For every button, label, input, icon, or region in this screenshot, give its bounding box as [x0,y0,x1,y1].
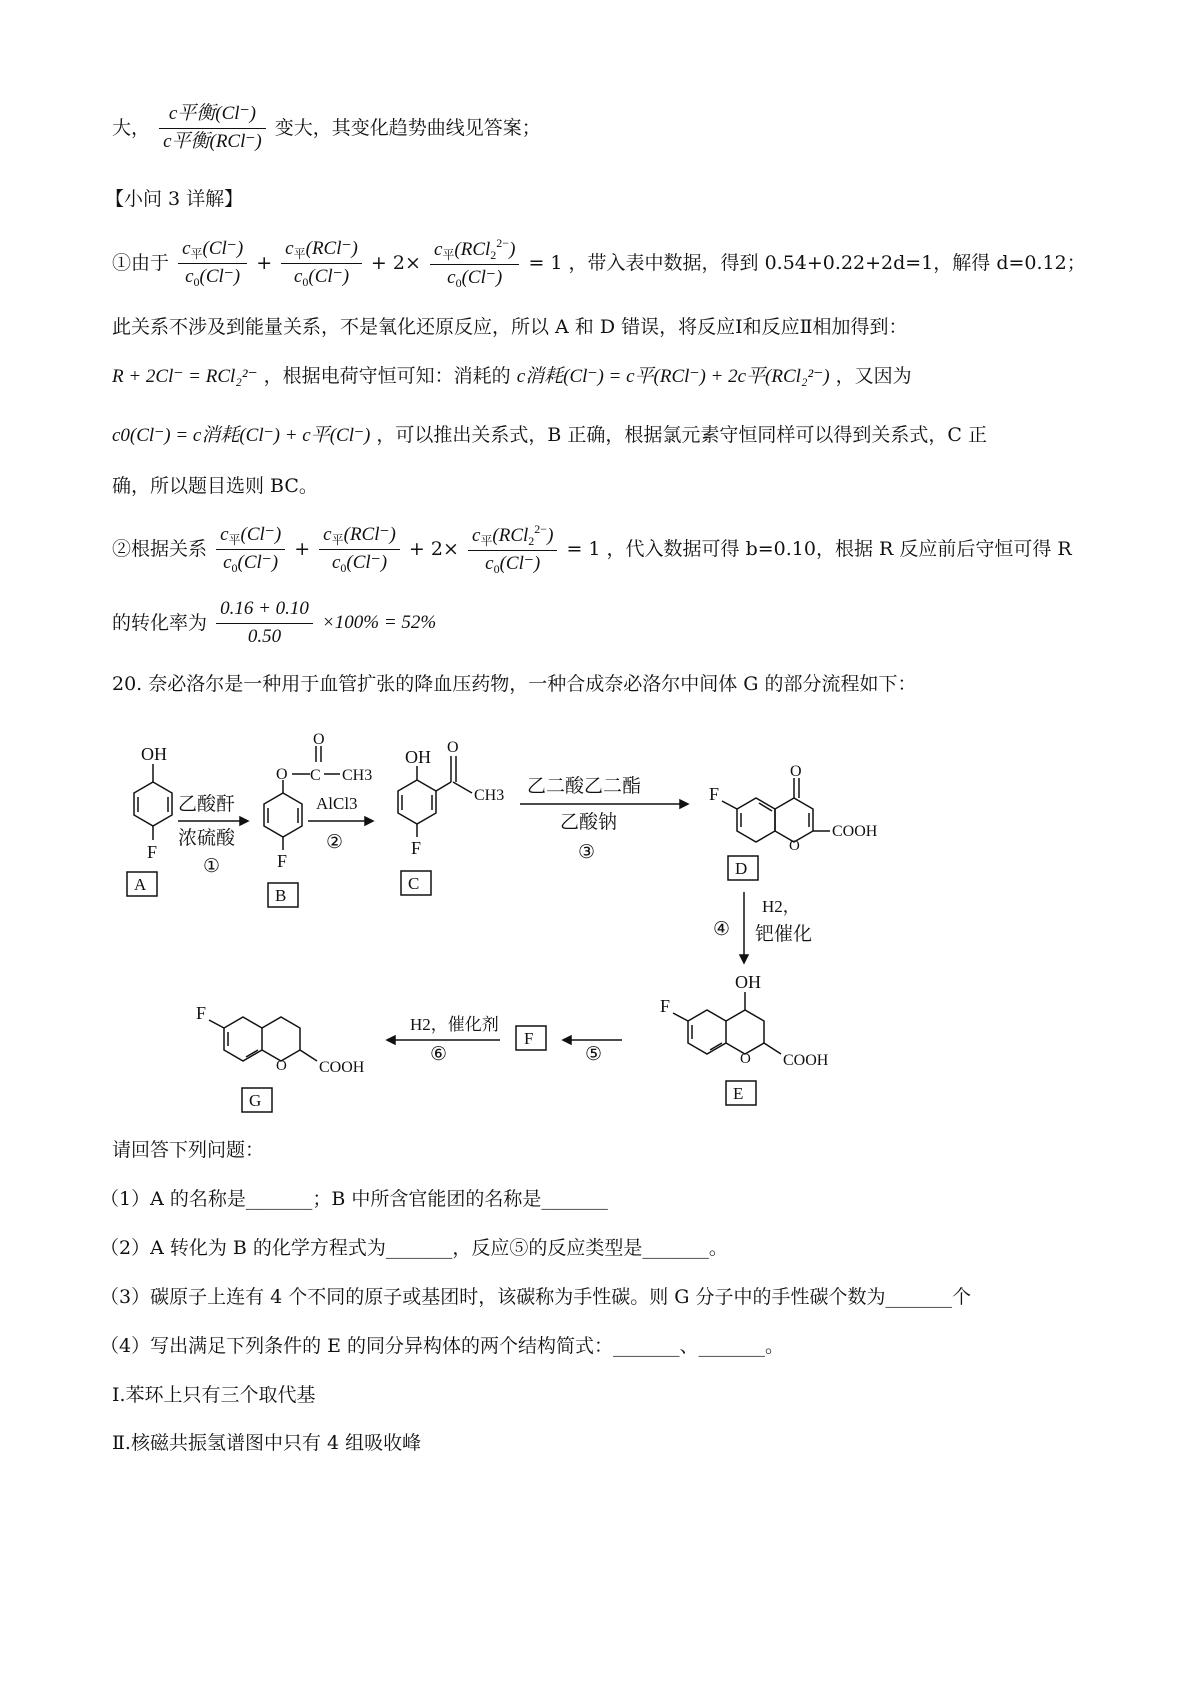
question-4: （4）写出满足下列条件的 E 的同分异构体的两个结构简式：_______、_______。 [100,1335,785,1357]
label-c: C [408,874,420,893]
condition-2: Ⅱ.核磁共振氢谱图中只有 4 组吸收峰 [112,1432,422,1454]
step3-number: ③ [578,841,596,863]
step1-reagent2: 浓硫酸 [178,827,236,849]
svg-text:COOH: COOH [783,1052,829,1069]
compound-c [398,739,504,895]
step1-reagent1: 乙酸酐 [178,793,236,815]
svg-text:F: F [709,784,720,804]
intro-denominator: c平衡(RCl⁻) [163,130,262,152]
svg-text:O: O [790,763,802,780]
p1-line: ①由于 $\frac{c_平(Cl^-)}{c_0(Cl^-)}$ + $\frac{c_平(RCl^-)}{c_0(Cl^-)}$ + 2× $\frac{c_平(RCl_2^{2-})}{c_0(Cl^-)}$ = 1 ，带入表中数据，得到 0.54+0.22+2d=1，解得 d=0.12； [112,236,1086,291]
compound-b [264,731,372,907]
svg-text:O: O [276,766,288,783]
svg-text:CH3: CH3 [474,787,505,804]
svg-text:O: O [447,739,459,756]
condition-1: Ⅰ.苯环上只有三个取代基 [112,1384,316,1406]
p3-equation2: c消耗(Cl⁻) = c平(RCl⁻) + 2c平(RCl₂²⁻) [516,366,830,387]
svg-text:COOH: COOH [832,823,878,840]
p7-denominator: 0.50 [247,625,282,647]
step4-number: ④ [713,918,731,940]
p7-lead: 的转化率为 [112,611,208,634]
step1-number: ① [203,855,221,877]
label-d: D [735,859,748,878]
step3-reagent2: 乙酸钠 [560,811,618,833]
p4-equation: c0(Cl⁻) = c消耗(Cl⁻) + c平(Cl⁻) [112,425,371,446]
compound-g [196,1003,365,1112]
p6-text: ，代入数据可得 b=0.10，根据 R 反应前后守恒可得 R [606,537,1072,560]
step4-reagent1: H2， [762,897,800,916]
p1-eq-tail: = 1 [528,251,563,274]
intro-numerator: c平衡(Cl⁻) [159,103,266,129]
p6-line: ②根据关系 $\frac{c_平(Cl^-)}{c_0(Cl^-)}$ + $\frac{c_平(RCl^-)}{c_0(Cl^-)}$ + 2× $\frac{c_平(RCl_2^{2-})}{c_0(Cl^-)}$ = 1 ，代入数据可得 b=0.10，根据 R 反应前后守恒可得 R [112,522,1072,577]
question-1: （1）A 的名称是_______；B 中所含官能团的名称是_______ [100,1188,608,1210]
question-3: （3）碳原子上连有 4 个不同的原子或基团时，该碳称为手性碳。则 G 分子中的手性碳个数为_______个 [100,1286,972,1308]
step2-reagent: AlCl3 [316,794,358,813]
intro-line [112,103,541,154]
atom-f: F [147,842,158,862]
p4-line [112,424,987,448]
label-b: B [275,886,287,905]
svg-text:F: F [196,1003,207,1023]
step6-reagent: H2，催化剂 [410,1015,499,1034]
svg-text:OH: OH [405,747,431,767]
p7-tail: ×100% = 52% [321,611,437,633]
label-g: G [249,1091,262,1110]
svg-text:F: F [277,851,288,871]
label-f: F [524,1029,534,1048]
p3-equation: R + 2Cl⁻ = RCl₂²⁻ [112,366,258,387]
p7-numerator: 0.16 + 0.10 [216,598,313,624]
svg-text:C: C [310,767,321,784]
p1-text: ，带入表中数据，得到 0.54+0.22+2d=1，解得 d=0.12； [568,251,1086,274]
compound-a [127,744,172,896]
p6-lead: ②根据关系 [112,537,208,560]
intro-suffix: 变大，其变化趋势曲线见答案； [274,116,541,139]
label-e: E [733,1084,744,1103]
p4-text: ，可以推出关系式，B 正确，根据氯元素守恒同样可以得到关系式，C 正 [376,424,987,446]
svg-text:O: O [276,1058,287,1074]
svg-text:O: O [740,1051,751,1067]
p5-line: 确，所以题目选则 BC。 [112,475,318,497]
step6-number: ⑥ [430,1043,448,1065]
svg-text:F: F [411,838,422,858]
label-a: A [134,875,147,894]
p2-line: 此关系不涉及到能量关系，不是氧化还原反应，所以 A 和 D 错误，将反应Ⅰ和反应Ⅱ相加得到： [112,316,908,338]
p3-text2: ，又因为 [835,365,912,387]
intro-prefix: 大， [112,116,151,139]
p7-line [112,598,436,649]
questions-intro: 请回答下列问题： [112,1139,265,1161]
step3-reagent1: 乙二酸乙二酯 [527,775,642,797]
svg-text:F: F [660,996,671,1016]
intro-fraction [159,103,266,154]
question-20-title: 20. 奈必洛尔是一种用于血管扩张的降血压药物，一种合成奈必洛尔中间体 G 的部分流程如下： [112,673,917,695]
p3-text1: ，根据电荷守恒可知：消耗的 [263,365,511,387]
svg-text:O: O [313,731,325,748]
q3-header: 【小问 3 详解】 [105,188,244,210]
compound-e [660,972,829,1105]
p1-lead: ①由于 [112,251,170,274]
svg-text:CH3: CH3 [342,767,373,784]
svg-text:OH: OH [735,972,761,992]
atom-oh: OH [141,744,167,764]
reaction-scheme [0,720,1200,1140]
step5-number: ⑤ [585,1043,603,1065]
p3-line [112,365,912,389]
p6-eq-tail: = 1 [566,537,601,560]
step2-number: ② [326,831,344,853]
svg-text:O: O [789,838,800,854]
compound-d [709,763,878,880]
svg-text:COOH: COOH [319,1059,365,1076]
step4-reagent2: 钯催化 [755,923,813,945]
question-2: （2）A 转化为 B 的化学方程式为_______，反应⑤的反应类型是_______。 [100,1237,728,1259]
